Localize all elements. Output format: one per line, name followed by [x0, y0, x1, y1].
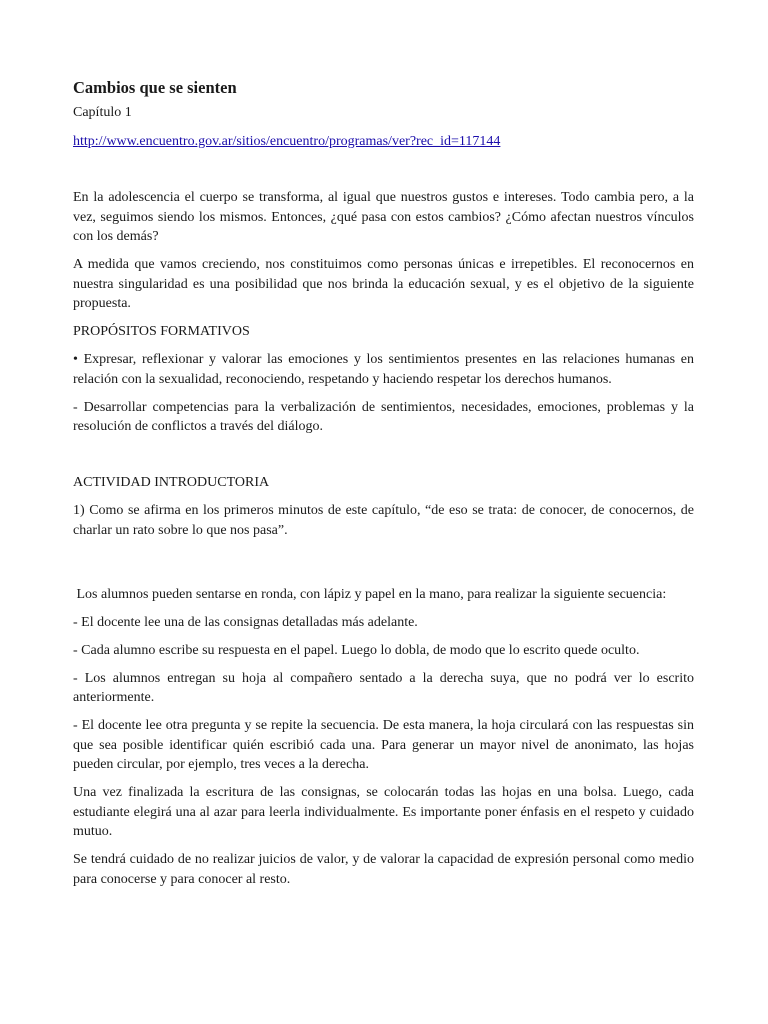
closing-paragraph-2: Se tendrá cuidado de no realizar juicios de valor, y de valorar la capacidad de expresión personal como medio para conocerse y para conocer al resto. [73, 852, 694, 887]
sequence-step-3: - Los alumnos entregan su hoja al compañero sentado a la derecha suya, que no podrá ver lo escrito anteriormente. [73, 670, 694, 705]
document-title: Cambios que se sienten [73, 78, 237, 97]
program-link[interactable]: http://www.encuentro.gov.ar/sitios/encuentro/programas/ver?rec_id=117144 [73, 133, 501, 149]
spacer [73, 151, 694, 188]
sequence-step-4: - El docente lee otra pregunta y se repite la secuencia. De esta manera, la hoja circulará con las respuestas sin que sea posible identificar quién escribió cada una. Para generar un mayor nivel de anonimato, las hojas pueden circular, por ejemplo, tres veces a la derecha. [73, 718, 694, 772]
document-page [73, 78, 694, 898]
spacer [73, 445, 694, 473]
sequence-intro: Los alumnos pueden sentarse en ronda, con lápiz y papel en la mano, para realizar la siguiente secuencia: [73, 586, 667, 602]
sequence-step-1: - El docente lee una de las consignas detalladas más adelante. [73, 614, 418, 630]
purpose-item-2: - Desarrollar competencias para la verbalización de sentimientos, necesidades, emociones, problemas y la resolución de conflictos a través del diálogo. [73, 399, 694, 434]
activity-item-1: 1) Como se afirma en los primeros minutos de este capítulo, “de eso se trata: de conocer, de conocernos, de charlar un rato sobre lo que nos pasa”. [73, 503, 694, 538]
intro-paragraph-1: En la adolescencia el cuerpo se transforma, al igual que nuestros gustos e intereses. Todo cambia pero, a la vez, seguimos siendo los mismos. Entonces, ¿qué pasa con estos cambios? ¿Cómo afectan nuestros vínculos con los demás? [73, 190, 694, 244]
intro-paragraph-2: A medida que vamos creciendo, nos constituimos como personas únicas e irrepetibles. El reconocernos en nuestra singularidad es una posibilidad que nos brinda la educación sexual, y es el objetivo de la siguiente propuesta. [73, 257, 694, 311]
closing-paragraph-1: Una vez finalizada la escritura de las consignas, se colocarán todas las hojas en una bolsa. Luego, cada estudiante elegirá una al azar para leerla individualmente. Es importante poner énfasis en el respeto y cuidado mutuo. [73, 785, 694, 839]
spacer [73, 549, 694, 585]
activity-heading: ACTIVIDAD INTRODUCTORIA [73, 475, 270, 490]
purposes-heading: PROPÓSITOS FORMATIVOS [73, 324, 250, 339]
sequence-step-2: - Cada alumno escribe su respuesta en el papel. Luego lo dobla, de modo que lo escrito quede oculto. [73, 642, 640, 658]
purpose-item-1: • Expresar, reflexionar y valorar las emociones y los sentimientos presentes en las relaciones humanas en relación con la sexualidad, reconociendo, respetando y haciendo respetar los derechos humanos. [73, 352, 694, 387]
chapter-label: Capítulo 1 [73, 105, 132, 120]
